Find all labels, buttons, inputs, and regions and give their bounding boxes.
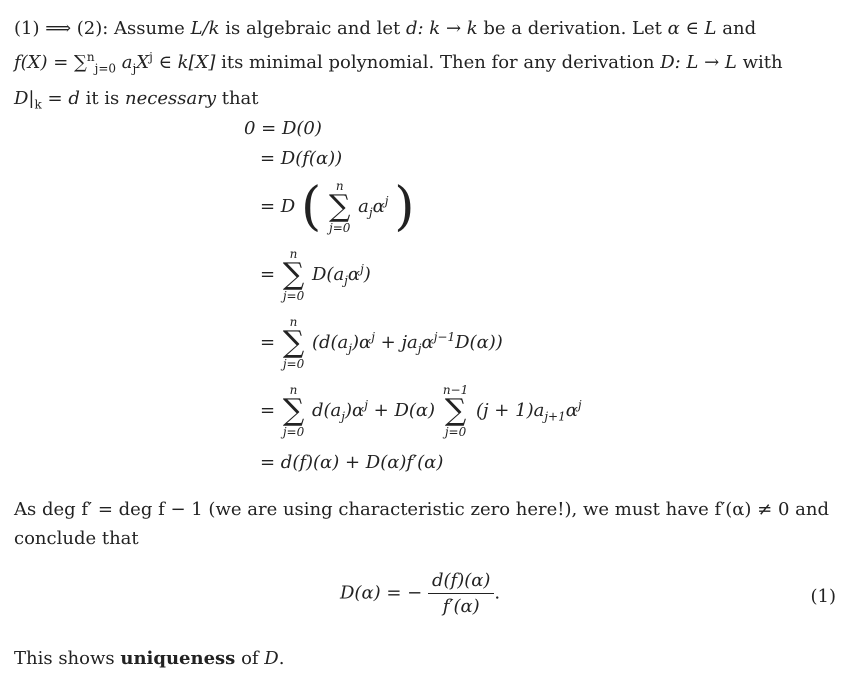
sum-upper-5: n [289, 315, 298, 329]
fraction-denominator: f′(α) [442, 596, 480, 617]
math-derivation-d: d: k → k [406, 18, 478, 39]
sum-upper: n [335, 179, 344, 193]
text-final-period: . [278, 648, 285, 669]
text-let: be a derivation. Let [483, 18, 662, 39]
math-extension: L/k [190, 18, 220, 39]
math-coef-a: a [121, 52, 133, 73]
eq-row-1 [244, 118, 322, 139]
fraction [428, 570, 494, 617]
sigma-glyph-4: ∑ [282, 257, 305, 292]
eq-row-5-term: $(d(a_j)\alpha^j + ja_j\alpha^{j-1}D(\alpha))$ [311, 330, 503, 356]
eq-row-7-text: = d(f)(α) + D(α)f′(α) [260, 452, 444, 473]
sum-upper-6b: n−1 [442, 383, 469, 397]
text-algebraic: is algebraic and let [225, 18, 401, 39]
math-alpha-in-L: α ∈ L [667, 18, 717, 39]
math-var-X: X [136, 52, 150, 73]
math-in-kX: ∈ k[X] [158, 52, 216, 73]
math-D: D [264, 648, 279, 669]
intro-paragraph [14, 14, 840, 119]
eq-row-5-eq: = [260, 332, 276, 353]
math-derivation-D: D: L → L [660, 52, 737, 73]
sum-lower-6b: j=0 [444, 425, 467, 439]
sum-symbol-4 [283, 248, 304, 302]
math-coef-sub: j [132, 61, 137, 76]
fraction-numerator: d(f)(α) [428, 570, 494, 594]
sum-symbol-6a [283, 384, 304, 438]
sigma-glyph-5: ∑ [282, 325, 305, 360]
sum-symbol [329, 180, 350, 234]
eq-row-3 [260, 177, 415, 237]
eq-row-2 [260, 148, 342, 169]
display-equation [340, 570, 500, 617]
text-of: of [241, 648, 259, 669]
eq-row-4-text: = [260, 264, 276, 285]
eq-row-6-term-b: $(j + 1)a_{j+1}\alpha^j$ [475, 398, 582, 424]
eq-row-5 [260, 316, 503, 370]
sum-term: $a_j\alpha^j$ [358, 194, 389, 220]
text-conclude: conclude that [14, 528, 139, 549]
sum-lower-5: j=0 [282, 357, 305, 371]
eq-row-3-text: = D [260, 196, 296, 217]
conclusion-paragraph [14, 495, 840, 553]
final-paragraph [14, 644, 840, 673]
text-necessary: necessary [125, 87, 216, 109]
sum-symbol-5 [283, 316, 304, 370]
eq-row-1-text: 0 = D(0) [244, 118, 322, 139]
close-paren: ) [394, 177, 415, 237]
text-uniqueness: uniqueness [120, 648, 236, 669]
display-lhs: D(α) = − [340, 582, 423, 604]
eq-row-6-eq: = [260, 400, 276, 421]
text-shows: This shows [14, 648, 115, 669]
math-restrict: D| [14, 87, 35, 109]
eq-row-6-term-a: $d(a_j)\alpha^j + D(\alpha)$ [311, 398, 436, 424]
sum-lower-6a: j=0 [282, 425, 305, 439]
sum-upper-4: n [289, 247, 298, 261]
math-restrict-eq: = d [47, 87, 80, 109]
sum-lower-4: j=0 [282, 289, 305, 303]
text-that: that [221, 87, 259, 109]
math-poly-f: f(X) = ∑ [14, 52, 87, 73]
sum-lower: j=0 [329, 221, 351, 235]
text-and: and [722, 18, 757, 39]
math-poly-sup: n [86, 50, 95, 64]
math-poly-sub: j=0 [94, 61, 117, 76]
text-it-is: it is [85, 87, 120, 109]
eq-row-6 [260, 384, 582, 438]
eq-row-2-text: = D(f(α)) [260, 148, 343, 169]
sum-upper-6a: n [289, 383, 298, 397]
text-minimal-poly: its minimal polynomial. Then for any derivation [221, 52, 655, 73]
eq-row-7 [260, 452, 443, 473]
eq-row-4 [260, 248, 371, 302]
math-var-sup: j [149, 50, 153, 64]
implication-label: (1) ⟹ (2): [14, 18, 109, 39]
equation-number: (1) [810, 586, 836, 607]
text-with: with [742, 52, 783, 73]
text-deg: As deg f′ = deg f − 1 (we are using characteristic zero here!), we must have f′(α) ≠ 0 and [14, 499, 829, 520]
eq-row-4-term: $D(a_j\alpha^j)$ [311, 262, 371, 288]
sigma-glyph: ∑ [329, 189, 351, 224]
sum-symbol-6b [443, 384, 468, 438]
text-assume: Assume [114, 18, 185, 39]
sigma-glyph-6b: ∑ [444, 393, 467, 428]
sigma-glyph-6a: ∑ [282, 393, 305, 428]
open-paren: ( [300, 177, 322, 237]
math-restrict-sub: k [34, 97, 42, 112]
display-period: . [494, 582, 501, 604]
